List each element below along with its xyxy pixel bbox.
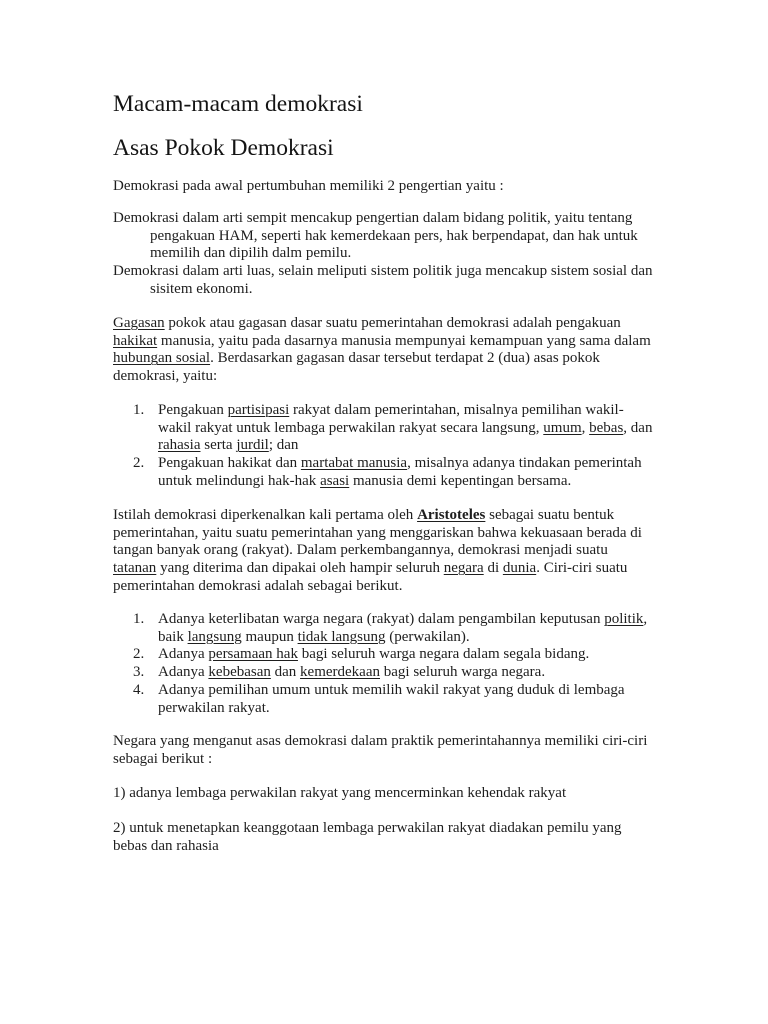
underlined-term: tidak langsung — [297, 628, 386, 645]
underlined-term: hakikat — [113, 332, 158, 349]
text-line — [113, 820, 622, 838]
text-line — [113, 228, 652, 246]
underlined-term: langsung — [187, 628, 242, 645]
list-number: 1. — [133, 402, 145, 418]
text-run: Adanya — [158, 664, 209, 681]
text-run: demokrasi, yaitu: — [113, 368, 218, 385]
text-line — [113, 281, 652, 299]
text-run: bagi seluruh warga negara. — [380, 664, 546, 681]
text-run: manusia demi kepentingan bersama. — [349, 472, 572, 489]
text-run: , misalnya adanya tindakan pemerintah — [407, 455, 642, 472]
text-run: 2) untuk menetapkan keanggotaan lembaga perwakilan rakyat diadakan pemilu yang — [113, 820, 622, 836]
text-line — [158, 700, 647, 718]
underlined-term: Aristoteles — [417, 507, 486, 523]
list-item — [113, 682, 647, 717]
text-run: memilih dan dipilih dalm pemilu. — [150, 245, 352, 262]
text-run: Adanya pemilihan umum untuk memilih wakil rakyat yang duduk di lembaga — [158, 681, 625, 698]
feature-item-1 — [113, 785, 566, 803]
text-run: di — [483, 560, 503, 577]
text-line — [158, 646, 647, 664]
list-number: 2. — [133, 646, 145, 663]
text-run: 1) adanya lembaga perwakilan rakyat yang mencerminkan kehendak rakyat — [113, 785, 567, 801]
text-line — [158, 611, 647, 629]
text-line — [158, 420, 652, 438]
text-run: Adanya keterlibatan warga negara (rakyat) dalam pengambilan keputusan — [158, 611, 605, 627]
text-run: maupun — [241, 628, 298, 645]
underlined-term: rahasia — [158, 437, 201, 454]
underlined-term: tatanan — [113, 560, 157, 577]
text-run: wakil rakyat untuk lembaga perwakilan rakyat secara langsung, — [158, 419, 544, 436]
intro-paragraph — [113, 178, 504, 196]
list-item — [113, 646, 647, 664]
characteristics-list — [113, 611, 647, 717]
list-item — [113, 664, 647, 682]
text-run: Adanya — [158, 646, 209, 663]
text-line — [113, 560, 642, 578]
list-item-text — [113, 664, 647, 682]
text-line — [158, 629, 647, 647]
text-line — [158, 664, 647, 682]
text-run: manusia, yaitu pada dasarnya manusia mempunyai kemampuan yang sama dalam — [157, 332, 651, 349]
text-run: Demokrasi dalam arti sempit mencakup pengertian dalam bidang politik, yaitu tentang — [113, 210, 633, 226]
underlined-term: kebebasan — [208, 664, 271, 681]
text-run: perwakilan rakyat. — [158, 699, 270, 716]
list-item-text — [113, 611, 647, 646]
text-line — [113, 263, 652, 281]
text-run: bebas dan rahasia — [113, 837, 219, 854]
list-item-text — [113, 646, 647, 664]
text-run: dan — [270, 664, 301, 681]
text-line — [113, 178, 504, 196]
text-line — [113, 333, 651, 351]
text-line — [113, 733, 647, 751]
text-line — [113, 315, 651, 333]
text-run: tangan banyak orang (rakyat). Dalam perkembangannya, demokrasi menjadi suatu — [113, 542, 608, 559]
definition-broad — [113, 263, 652, 298]
underlined-term: persamaan hak — [208, 646, 298, 663]
text-line — [113, 525, 642, 543]
underlined-term: martabat manusia — [300, 455, 408, 472]
list-item-text — [113, 402, 652, 455]
text-run: pengakuan HAM, seperti hak kemerdekaan pers, hak berpendapat, dan hak untuk — [150, 227, 638, 244]
text-run: . Berdasarkan gagasan dasar tersebut terdapat 2 (dua) asas pokok — [210, 350, 600, 367]
list-item — [113, 455, 652, 490]
text-line — [113, 785, 566, 803]
text-line — [113, 245, 652, 263]
text-line — [158, 682, 647, 700]
text-run: Pengakuan hakikat dan — [158, 455, 301, 472]
underlined-term: kemerdekaan — [300, 664, 380, 681]
underlined-term: dunia — [502, 560, 537, 577]
text-run: ; dan — [268, 437, 299, 454]
list-number: 4. — [133, 681, 145, 698]
text-run: . Ciri-ciri suatu — [536, 560, 628, 577]
text-line — [113, 210, 652, 228]
underlined-term: negara — [443, 560, 484, 577]
list-item — [113, 402, 652, 455]
text-line — [113, 350, 651, 368]
underlined-term: bebas — [589, 419, 624, 436]
principles-list — [113, 402, 652, 491]
state-features-paragraph — [113, 733, 647, 768]
list-item-text — [113, 682, 647, 717]
underlined-term: jurdil — [236, 437, 269, 454]
text-run: pokok atau gagasan dasar suatu pemerintahan demokrasi adalah pengakuan — [164, 315, 621, 331]
text-run: pemerintahan, yaitu suatu pemerintahan yang menggariskan bahwa kekuasaan berada di — [113, 524, 642, 541]
text-run: baik — [158, 628, 188, 645]
list-item-text — [113, 455, 652, 490]
list-number: 2. — [133, 455, 145, 472]
document-title: Macam-macam demokrasi — [113, 91, 363, 117]
underlined-term: umum — [543, 419, 582, 436]
list-item — [113, 611, 647, 646]
aristoteles-paragraph — [113, 507, 642, 596]
text-run: Demokrasi pada awal pertumbuhan memiliki 2 pengertian yaitu : — [113, 178, 504, 194]
definition-narrow — [113, 210, 652, 263]
text-run: bagi seluruh warga negara dalam segala bidang. — [297, 646, 590, 663]
underlined-term: Gagasan — [113, 315, 165, 331]
text-run: Pengakuan — [158, 402, 228, 418]
text-line — [158, 455, 652, 473]
text-line — [113, 368, 651, 386]
text-run: Demokrasi dalam arti luas, selain meliputi sistem politik juga mencakup sistem sosial dan — [113, 263, 653, 280]
text-run: (perwakilan). — [385, 628, 470, 645]
text-run: serta — [200, 437, 237, 454]
text-run: , — [581, 419, 590, 436]
text-line — [113, 578, 642, 596]
text-run: , — [643, 611, 648, 627]
underlined-term: hubungan sosial — [113, 350, 211, 367]
underlined-term: politik — [604, 611, 644, 627]
text-run: Istilah demokrasi diperkenalkan kali pertama oleh — [113, 507, 418, 523]
text-line — [113, 507, 642, 525]
text-run: Negara yang menganut asas demokrasi dalam praktik pemerintahannya memiliki ciri-ciri — [113, 733, 648, 749]
text-line — [113, 751, 647, 769]
text-line — [113, 838, 622, 856]
section-heading: Asas Pokok Demokrasi — [113, 135, 334, 161]
text-run: pemerintahan demokrasi adalah sebagai berikut. — [113, 577, 403, 594]
text-line — [158, 473, 652, 491]
definitions — [113, 210, 652, 299]
text-run: sisitem ekonomi. — [150, 280, 253, 297]
underlined-term: partisipasi — [227, 402, 290, 418]
text-run: sebagai suatu bentuk — [485, 507, 615, 523]
text-line — [158, 437, 652, 455]
text-run: rakyat dalam pemerintahan, misalnya pemilihan wakil- — [289, 402, 624, 418]
list-number: 1. — [133, 611, 145, 627]
text-run: yang diterima dan dipakai oleh hampir seluruh — [156, 560, 444, 577]
text-run: sebagai berikut : — [113, 750, 213, 767]
text-line — [113, 542, 642, 560]
gagasan-paragraph — [113, 315, 651, 386]
text-line — [158, 402, 652, 420]
feature-item-2 — [113, 820, 622, 855]
text-run: untuk melindungi hak-hak — [158, 472, 321, 489]
underlined-term: asasi — [320, 472, 350, 489]
list-number: 3. — [133, 664, 145, 681]
text-run: , dan — [623, 419, 653, 436]
